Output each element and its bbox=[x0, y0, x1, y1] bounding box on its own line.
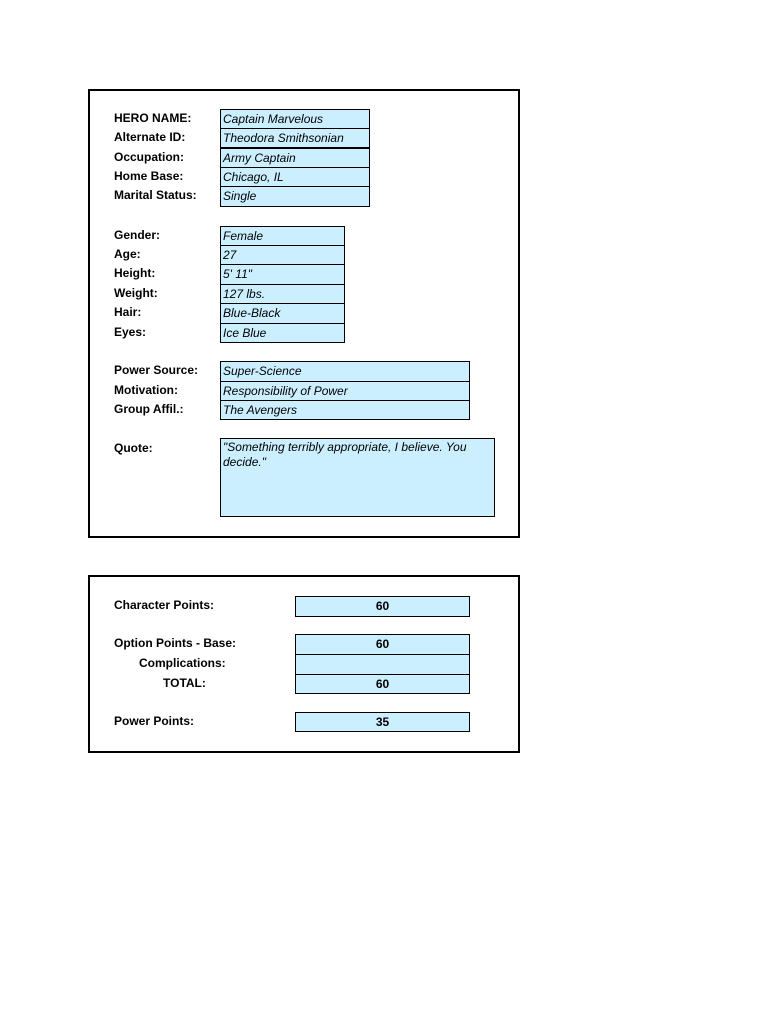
age-label: Age: bbox=[114, 247, 141, 261]
power-source-label: Power Source: bbox=[114, 363, 199, 377]
hero-name-field[interactable]: Captain Marvelous bbox=[220, 109, 370, 129]
total-label: TOTAL: bbox=[163, 676, 206, 690]
alternate-id-label: Alternate ID: bbox=[114, 130, 186, 144]
power-source-field[interactable]: Super-Science bbox=[220, 361, 470, 382]
motivation-field[interactable]: Responsibility of Power bbox=[220, 381, 470, 401]
eyes-label: Eyes: bbox=[114, 325, 147, 339]
option-points-base-label: Option Points - Base: bbox=[114, 636, 237, 650]
age-field[interactable]: 27 bbox=[220, 245, 345, 265]
group-affil-label: Group Affil.: bbox=[114, 402, 184, 416]
complications-field[interactable] bbox=[295, 654, 470, 675]
home-base-field[interactable]: Chicago, IL bbox=[220, 167, 370, 187]
occupation-field[interactable]: Army Captain bbox=[220, 148, 370, 168]
height-label: Height: bbox=[114, 266, 156, 280]
quote-label: Quote: bbox=[114, 441, 153, 455]
hero-name-label: HERO NAME: bbox=[114, 111, 192, 125]
alternate-id-field[interactable]: Theodora Smithsonian bbox=[220, 128, 370, 148]
quote-field[interactable]: "Something terribly appropriate, I believe. You decide." bbox=[220, 438, 495, 517]
gender-label: Gender: bbox=[114, 228, 161, 242]
total-field[interactable]: 60 bbox=[295, 674, 470, 694]
home-base-label: Home Base: bbox=[114, 169, 184, 183]
hair-field[interactable]: Blue-Black bbox=[220, 303, 345, 324]
marital-status-label: Marital Status: bbox=[114, 188, 197, 202]
hair-label: Hair: bbox=[114, 305, 142, 319]
marital-status-field[interactable]: Single bbox=[220, 186, 370, 207]
eyes-field[interactable]: Ice Blue bbox=[220, 323, 345, 343]
group-affil-field[interactable]: The Avengers bbox=[220, 400, 470, 420]
character-points-field[interactable]: 60 bbox=[295, 596, 470, 617]
height-field[interactable]: 5' 11" bbox=[220, 264, 345, 285]
power-points-label: Power Points: bbox=[114, 714, 195, 728]
motivation-label: Motivation: bbox=[114, 383, 178, 397]
weight-field[interactable]: 127 lbs. bbox=[220, 284, 345, 304]
occupation-label: Occupation: bbox=[114, 150, 185, 164]
gender-field[interactable]: Female bbox=[220, 226, 345, 246]
weight-label: Weight: bbox=[114, 286, 158, 300]
complications-label: Complications: bbox=[139, 656, 226, 670]
option-points-base-field[interactable]: 60 bbox=[295, 634, 470, 655]
character-points-label: Character Points: bbox=[114, 598, 215, 612]
power-points-field[interactable]: 35 bbox=[295, 712, 470, 732]
